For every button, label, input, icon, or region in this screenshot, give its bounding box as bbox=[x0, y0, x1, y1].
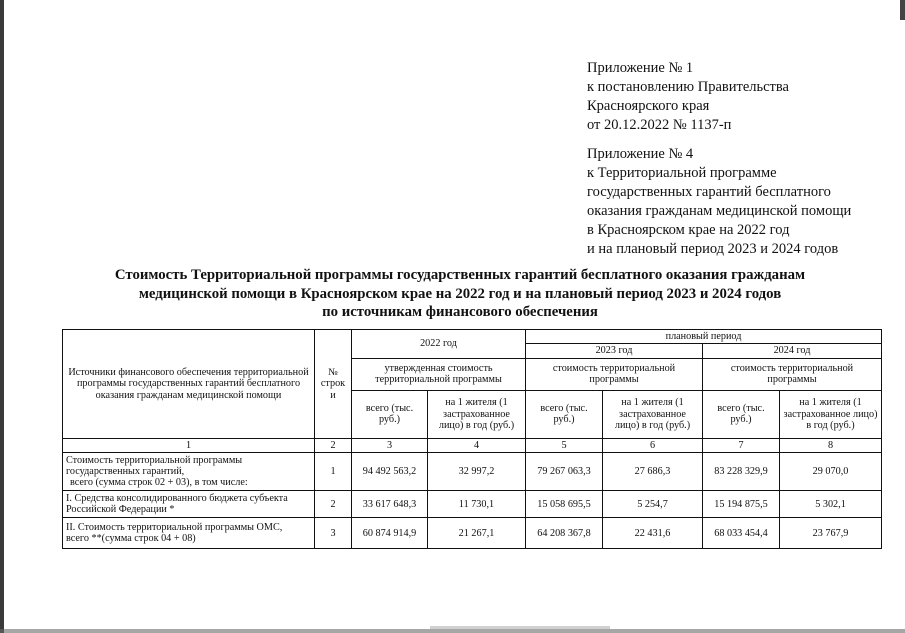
appendix-1-line: к постановлению Правительства bbox=[587, 79, 789, 95]
cell-value: 94 492 563,2 bbox=[352, 453, 428, 491]
column-number: 6 bbox=[603, 438, 703, 452]
column-number: 1 bbox=[63, 438, 315, 452]
header-cost-2023: стоимость территориальной программы bbox=[526, 358, 703, 390]
header-year-2023: 2023 год bbox=[526, 344, 703, 358]
appendix-4-line: оказания гражданам медицинской помощи bbox=[587, 203, 852, 219]
header-year-2022: 2022 год bbox=[352, 330, 526, 359]
cell-value: 29 070,0 bbox=[780, 453, 882, 491]
row-name-line: Российской Федерации * bbox=[66, 504, 175, 516]
column-number: 7 bbox=[703, 438, 780, 452]
cell-value: 15 194 875,5 bbox=[703, 491, 780, 518]
cell-value: 5 254,7 bbox=[603, 491, 703, 518]
appendix-4-line: государственных гарантий бесплатного bbox=[587, 184, 831, 200]
row-name-line: I. Средства консолидированного бюджета субъекта bbox=[66, 492, 288, 504]
header-row-number: № строк и bbox=[315, 330, 352, 439]
row-name-line: II. Стоимость территориальной программы ОМС, bbox=[66, 521, 283, 533]
appendix-4-block bbox=[587, 145, 851, 259]
header-approved-cost: утвержденная стоимость территориальной программы bbox=[352, 358, 526, 390]
cell-value: 27 686,3 bbox=[603, 453, 703, 491]
table-row bbox=[63, 518, 882, 549]
column-number: 3 bbox=[352, 438, 428, 452]
header-per-resident: на 1 жителя (1 застрахованное лицо) в год (руб.) bbox=[603, 390, 703, 438]
header-cost-2024: стоимость территориальной программы bbox=[703, 358, 882, 390]
title-line: медицинской помощи в Красноярском крае на 2022 год и на плановый период 2023 и 2024 годов bbox=[138, 285, 782, 302]
cell-value: 11 730,1 bbox=[428, 491, 526, 518]
cell-value: 68 033 454,4 bbox=[703, 518, 780, 549]
row-name-line: всего **(сумма строк 04 + 08) bbox=[66, 533, 196, 545]
appendix-1-block bbox=[587, 59, 789, 135]
appendix-4-line: к Территориальной программе bbox=[587, 165, 777, 181]
appendix-4-line: Приложение № 4 bbox=[587, 146, 694, 162]
cell-value: 64 208 367,8 bbox=[526, 518, 603, 549]
scan-left-edge bbox=[0, 0, 4, 633]
header-year-2024: 2024 год bbox=[703, 344, 882, 358]
row-number: 1 bbox=[315, 453, 352, 491]
header-per-resident: на 1 жителя (1 застрахованное лицо) в год (руб.) bbox=[780, 390, 882, 438]
scan-corner-mark bbox=[900, 0, 905, 20]
table-row bbox=[63, 491, 882, 518]
scan-bottom-edge bbox=[0, 629, 905, 633]
row-name-line: Стоимость территориальной программы bbox=[66, 454, 243, 466]
appendix-1-line: Красноярского края bbox=[587, 98, 710, 114]
column-number: 5 bbox=[526, 438, 603, 452]
title-line: по источникам финансового обеспечения bbox=[322, 304, 598, 320]
row-name bbox=[63, 453, 315, 491]
row-number: 3 bbox=[315, 518, 352, 549]
row-name-line: всего (сумма строк 02 + 03), в том числе: bbox=[70, 477, 248, 489]
cell-value: 33 617 648,3 bbox=[352, 491, 428, 518]
column-number: 2 bbox=[315, 438, 352, 452]
appendix-4-line: в Красноярском крае на 2022 год bbox=[587, 222, 790, 238]
row-name-line: государственных гарантий, bbox=[66, 466, 185, 478]
cell-value: 22 431,6 bbox=[603, 518, 703, 549]
column-number: 4 bbox=[428, 438, 526, 452]
appendix-1-line: Приложение № 1 bbox=[587, 60, 694, 76]
header-planned-period: плановый период bbox=[526, 330, 882, 344]
cell-value: 83 228 329,9 bbox=[703, 453, 780, 491]
title-line: Стоимость Территориальной программы государственных гарантий бесплатного оказания гражданам bbox=[114, 267, 806, 283]
row-name bbox=[63, 518, 315, 549]
header-total: всего (тыс. руб.) bbox=[352, 390, 428, 438]
cell-value: 23 767,9 bbox=[780, 518, 882, 549]
column-number: 8 bbox=[780, 438, 882, 452]
cell-value: 5 302,1 bbox=[780, 491, 882, 518]
cell-value: 60 874 914,9 bbox=[352, 518, 428, 549]
table-row bbox=[63, 453, 882, 491]
appendix-1-line: от 20.12.2022 № 1137-п bbox=[587, 117, 732, 133]
cell-value: 15 058 695,5 bbox=[526, 491, 603, 518]
cell-value: 79 267 063,3 bbox=[526, 453, 603, 491]
document-title bbox=[60, 266, 860, 322]
financing-table bbox=[62, 329, 882, 549]
cell-value: 32 997,2 bbox=[428, 453, 526, 491]
row-number: 2 bbox=[315, 491, 352, 518]
cell-value: 21 267,1 bbox=[428, 518, 526, 549]
appendix-4-line: и на плановый период 2023 и 2024 годов bbox=[587, 241, 839, 257]
header-sources: Источники финансового обеспечения территориальной программы государственных гарантий бесплатного оказания гражданам медицинской помощи bbox=[63, 330, 315, 439]
column-number-row bbox=[63, 438, 882, 452]
row-name bbox=[63, 491, 315, 518]
header-total: всего (тыс. руб.) bbox=[703, 390, 780, 438]
header-per-resident: на 1 жителя (1 застрахованное лицо) в год (руб.) bbox=[428, 390, 526, 438]
header-total: всего (тыс. руб.) bbox=[526, 390, 603, 438]
